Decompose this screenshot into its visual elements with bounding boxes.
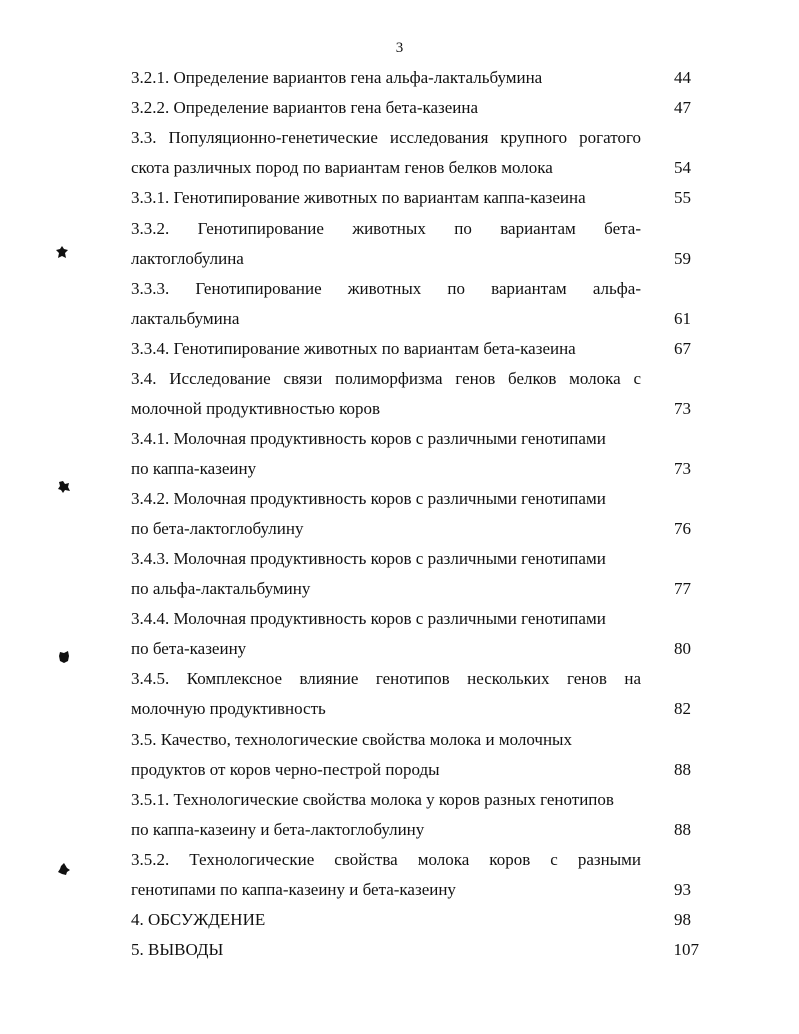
toc-entry-line: 4. ОБСУЖДЕНИЕ xyxy=(131,910,266,929)
toc-entry-line: по альфа-лактальбумину xyxy=(131,579,311,598)
page-number: 3 xyxy=(395,40,404,56)
toc-page-number: 73 xyxy=(674,459,691,478)
toc-page-number: 76 xyxy=(674,519,691,538)
toc-page-number: 80 xyxy=(674,639,691,658)
toc-entry-line: 5. ВЫВОДЫ xyxy=(131,940,224,959)
toc-entry-line: по бета-лактоглобулину xyxy=(131,519,304,538)
toc-page-number: 61 xyxy=(674,309,691,328)
toc-entry-line: генотипами по каппа-казеину и бета-казеину xyxy=(131,880,456,899)
toc-entry-line: скота различных пород по вариантам генов белков молока xyxy=(131,158,553,177)
toc-page-number: 88 xyxy=(674,820,691,839)
toc-entry-line: 3.5.2. Технологические свойства молока коров с разными xyxy=(131,850,641,869)
toc-entry-line: 3.3.3. Генотипирование животных по вариантам альфа- xyxy=(131,279,641,298)
toc-page-number: 88 xyxy=(674,760,691,779)
toc-page-number: 47 xyxy=(674,98,691,117)
toc-page-number: 77 xyxy=(674,579,691,598)
toc-page-number: 82 xyxy=(674,699,691,718)
binder-hole-mark xyxy=(57,650,71,664)
toc-entry-line: 3.3.4. Генотипирование животных по вариантам бета-казеина xyxy=(131,339,576,358)
binder-hole-mark xyxy=(55,245,69,259)
toc-entry-line: 3.2.2. Определение вариантов гена бета-казеина xyxy=(131,98,479,117)
toc-entry-line: молочной продуктивностью коров xyxy=(131,399,381,418)
toc-entry-line: по бета-казеину xyxy=(131,639,247,658)
toc-page-number: 54 xyxy=(674,158,691,177)
toc-page-number: 55 xyxy=(674,188,691,207)
toc-entry-line: 3.3.2. Генотипирование животных по вариантам бета- xyxy=(131,219,641,238)
toc-entry-line: 3.4.4. Молочная продуктивность коров с различными генотипами xyxy=(131,609,606,628)
toc-entry-line: 3.4.1. Молочная продуктивность коров с различными генотипами xyxy=(131,429,606,448)
toc-page-number: 59 xyxy=(674,249,691,268)
toc-page-number: 67 xyxy=(674,339,691,358)
toc-entry-line: лактальбумина xyxy=(131,309,240,328)
toc-entry-line: продуктов от коров черно-пестрой породы xyxy=(131,760,440,779)
toc-entry-line: 3.4.5. Комплексное влияние генотипов нескольких генов на xyxy=(131,669,641,688)
toc-entry-line: лактоглобулина xyxy=(131,249,244,268)
toc-entry-line: по каппа-казеину xyxy=(131,459,257,478)
binder-hole-mark xyxy=(57,862,71,876)
toc-entry-line: 3.3. Популяционно-генетические исследования крупного рогатого xyxy=(131,128,641,147)
binder-hole-mark xyxy=(57,480,71,494)
toc-page-number: 44 xyxy=(674,68,691,87)
toc-entry-line: молочную продуктивность xyxy=(131,699,326,718)
toc-entry-line: 3.4. Исследование связи полиморфизма генов белков молока с xyxy=(131,369,641,388)
toc-entry-line: 3.4.3. Молочная продуктивность коров с различными генотипами xyxy=(131,549,606,568)
toc-page-number: 93 xyxy=(674,880,691,899)
toc-entry-line: 3.2.1. Определение вариантов гена альфа-лактальбумина xyxy=(131,68,543,87)
toc-page-number: 107 xyxy=(673,940,699,959)
toc-entry-line: 3.5. Качество, технологические свойства молока и молочных xyxy=(131,730,572,749)
toc-entry-line: 3.4.2. Молочная продуктивность коров с различными генотипами xyxy=(131,489,606,508)
toc-page-number: 73 xyxy=(674,399,691,418)
toc-page-number: 98 xyxy=(674,910,691,929)
toc-entry-line: по каппа-казеину и бета-лактоглобулину xyxy=(131,820,425,839)
toc-entry-line: 3.5.1. Технологические свойства молока у коров разных генотипов xyxy=(131,790,614,809)
toc-entry-line: 3.3.1. Генотипирование животных по вариантам каппа-казеина xyxy=(131,188,586,207)
